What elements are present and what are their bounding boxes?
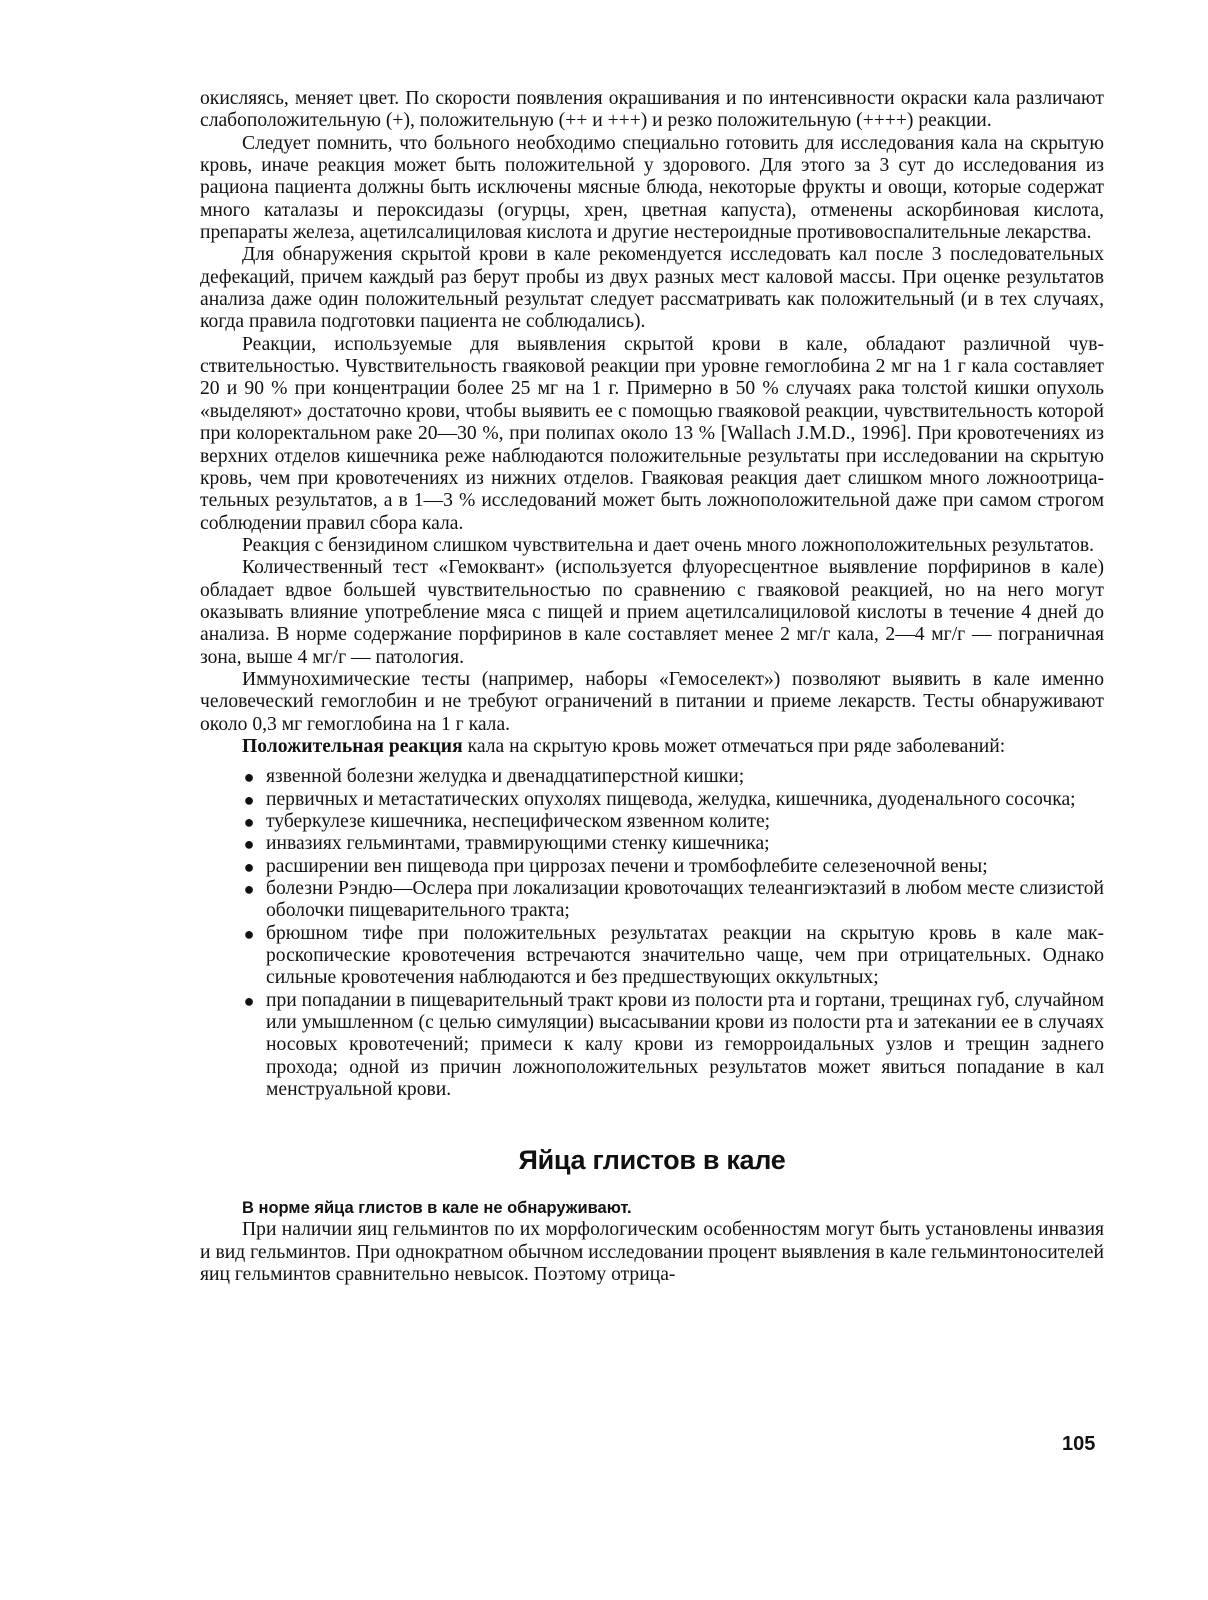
page-body (200, 88, 1104, 1287)
bullet-icon: ● (243, 879, 255, 900)
list-item (243, 788, 1104, 811)
list-item (243, 878, 1104, 923)
norm-statement: В норме яйца глистов в кале не обнаруживают. (242, 1199, 632, 1218)
paragraph-patient-preparation: Следует помнить, что больного необходимо специально готовить для исследования кала на скрытую кровь, иначе реакция может быть положительной у здорового. Для этого за 3 сут до исследования из рациона пациента должны быть исключены мясные блюда, некоторые фрукты и овощи, которые содержат много каталазы и пероксидазы (огурцы, хрен, цветная капуста), отменены аскорбиновая кислота, препараты железа, ацетилсалициловая кислота и другие нестероидные противовоспалительные лекарства. (200, 132, 1104, 244)
list-item-text: первичных и метастатических опухолях пищевода, желудка, кишечника, дуоденального сосочка; (266, 788, 1076, 810)
bullet-icon: ● (243, 789, 255, 810)
list-item-text: брюшном тифе при положительных результатах реакции на скрытую кровь в кале макроскопические кровотечения встречаются значительно чаще, чем при отрицательных. Однако сильные кровотечения наблюдаются и без предшествующих оккультных; (266, 922, 1104, 989)
list-item (243, 989, 1104, 1102)
list-item-text: язвенной болезни желудка и двенадцатиперстной кишки; (266, 766, 745, 788)
positive-reaction-lead: Положительная реакция (242, 735, 463, 757)
page-number: 105 (1062, 1433, 1096, 1455)
bullet-icon: ● (243, 812, 255, 832)
positive-reaction-rest: кала на скрытую кровь может отмечаться при ряде заболеваний: (462, 735, 1006, 757)
bullet-icon: ● (243, 990, 255, 1011)
paragraph-immunochemical: Иммунохимические тесты (например, наборы «Гемоселект») позволяют выявить в кале именно человеческий гемоглобин и не требуют ограничений в питании и приеме лекарств. Тесты обнаруживают около 0,3 мг гемоглобина на 1 г кала. (200, 668, 1104, 735)
list-item (243, 922, 1104, 990)
paragraph-benzidine: Реакция с бензидином слишком чувствительна и дает очень много ложноположительных результатов. (242, 534, 1095, 556)
list-item-text: при попадании в пищеварительный тракт крови из полости рта и гортани, трещинах губ, случайном или умышленном (с целью симуляции) высасывании крови из полости рта и затекании ее в случаях носовых кровотечений; примеси к калу крови из геморроидальных узлов и трещин заднего прохода; одной из причин ложноположительных результатов может явиться попадание в кал менструальной крови. (266, 989, 1104, 1101)
list-item-text: инвазиях гельминтами, травмирующими стенку кишечника; (266, 833, 770, 855)
section-title: Яйца глистов в кале (518, 1145, 786, 1176)
list-item (243, 855, 1104, 878)
paragraph-sampling: Для обнаружения скрытой крови в кале рекомендуется исследовать кал после 3 последовательных дефекаций, причем каждый раз берут пробы из двух разных мест каловой массы. При оценке результатов анализа даже один положительный результат следует рассматривать как положительный (и в тех случаях, когда правила подготовки пациента не соблюдались). (200, 244, 1104, 333)
list-item (243, 833, 1104, 855)
list-item-text: туберкулезе кишечника, неспецифическом язвенном колите; (266, 811, 771, 832)
paragraph-continuation: окисляясь, меняет цвет. По скорости появления окрашивания и по интенсивности окраски кала различают слабоположительную (+), положительную (++ и +++) и резко положительную (++++) реакции. (200, 88, 1104, 132)
bullet-icon: ● (243, 923, 255, 944)
paragraph-sensitivity: Реакции, используемые для выявления скрытой крови в кале, обладают различной чувствительностью. Чувствительность гваяковой реакции при уровне гемоглобина 2 мг на 1 г кала составляет 20 и 90 % при концентрации более 25 мг на 1 г. Примерно в 50 % случаях рака толстой кишки опухоль «выделяют» достаточно крови, чтобы выявить ее с помощью гваяковой реакции, чувствительность которой при колоректальном раке 20—30 %, при полипах около 13 % [Wallach J.M.D., 1996]. При кровотечениях из верхних отделов кишечника реже наблюдаются положительные результаты при исследовании на скрытую кровь, чем при кровотечениях из нижних отделов. Гваяковая реакция дает слишком много ложноотрицательных результатов, а в 1—3 % исследований может быть ложноположительной даже при самом строгом соблюдении правил сбора кала. (200, 333, 1104, 534)
list-item-text: болезни Рэндю—Ослера при локализации кровоточащих телеангиэктазий в любом месте слизистой оболочки пищеварительного тракта; (266, 878, 1104, 922)
bullet-icon: ● (243, 856, 255, 877)
bullet-icon: ● (243, 834, 255, 855)
list-item (243, 766, 1104, 788)
bullet-icon: ● (243, 767, 255, 788)
list-item (243, 811, 1104, 833)
disease-list (200, 766, 1104, 1101)
list-item-text: расширении вен пищевода при циррозах печени и тромбофлебите селезеночной вены; (266, 855, 988, 877)
paragraph-positive-reaction (200, 736, 1104, 758)
paragraph-helminth-detection: При наличии яиц гельминтов по их морфологическим особенностям могут быть установлены инвазия и вид гельминтов. При однократном обычном исследовании процент выявления в кале гельминтоносителей яиц гельминтов сравнительно невысок. Поэтому отрица- (200, 1219, 1104, 1286)
paragraph-hemoquant: Количественный тест «Гемоквант» (используется флуоресцентное выявление порфиринов в кале) обладает вдвое большей чувствительностью по сравнению с гваяковой реакцией, но на него могут оказывать влияние употребление мяса с пищей и прием ацетилсалициловой кислоты в течение 4 дней до анализа. В норме содержание порфиринов в кале составляет менее 2 мг/г кала, 2—4 мг/г — пограничная зона, выше 4 мг/г — патология. (200, 557, 1104, 668)
